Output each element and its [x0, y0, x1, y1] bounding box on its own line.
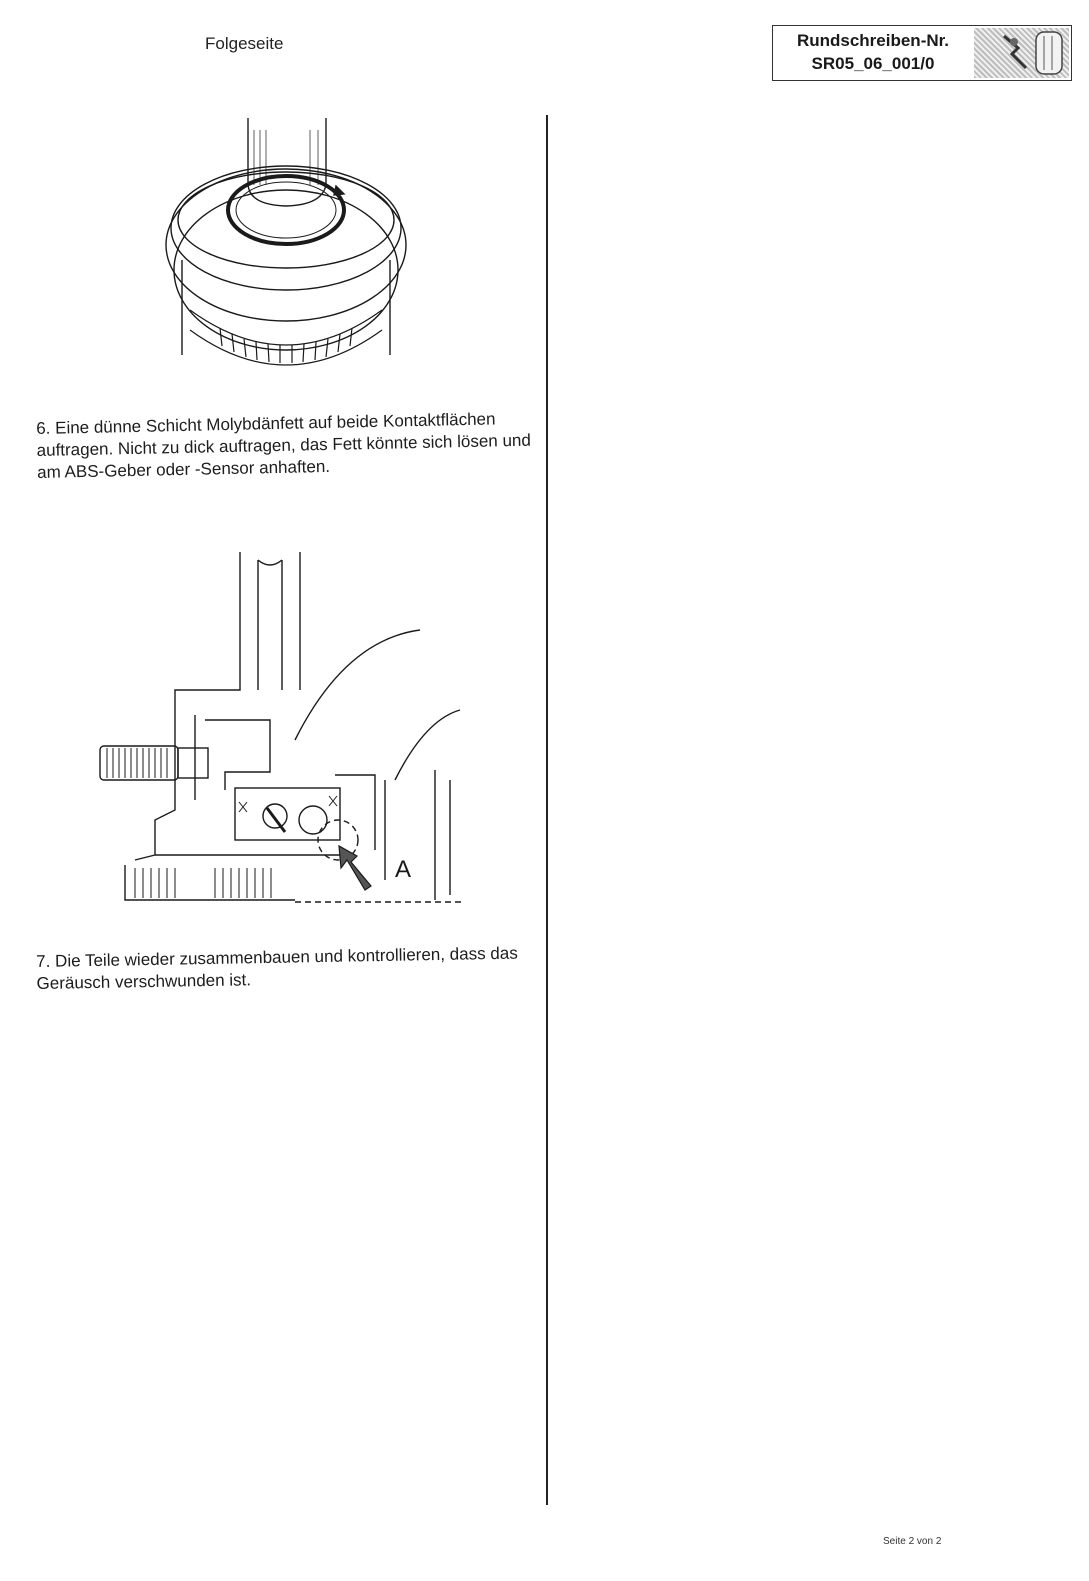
cv-joint-illustration — [150, 110, 420, 370]
circular-number-box — [772, 25, 1072, 81]
step-7-text: 7. Die Teile wieder zusammenbauen und kontrollieren, dass das Geräusch verschwunden ist. — [36, 943, 518, 993]
page-number: Seite 2 von 2 — [883, 1536, 942, 1547]
circular-number: SR05_06_001/0 — [811, 54, 935, 73]
step-6-text: 6. Eine dünne Schicht Molybdänfett auf beide Kontaktflächen auftragen. Nicht zu dick auftragen, das Fett könnte sich lösen und am ABS-Geber oder -Sensor anhaften. — [36, 409, 532, 482]
column-divider — [546, 115, 548, 1505]
continuation-label: Folgeseite — [205, 34, 284, 53]
company-logo — [974, 28, 1069, 78]
logo-emblem — [974, 28, 1069, 78]
detail-callout-label: A — [395, 856, 412, 883]
circular-text — [773, 29, 973, 75]
wheel-hub-section-illustration — [95, 550, 475, 910]
circular-label: Rundschreiben-Nr. — [796, 31, 950, 50]
